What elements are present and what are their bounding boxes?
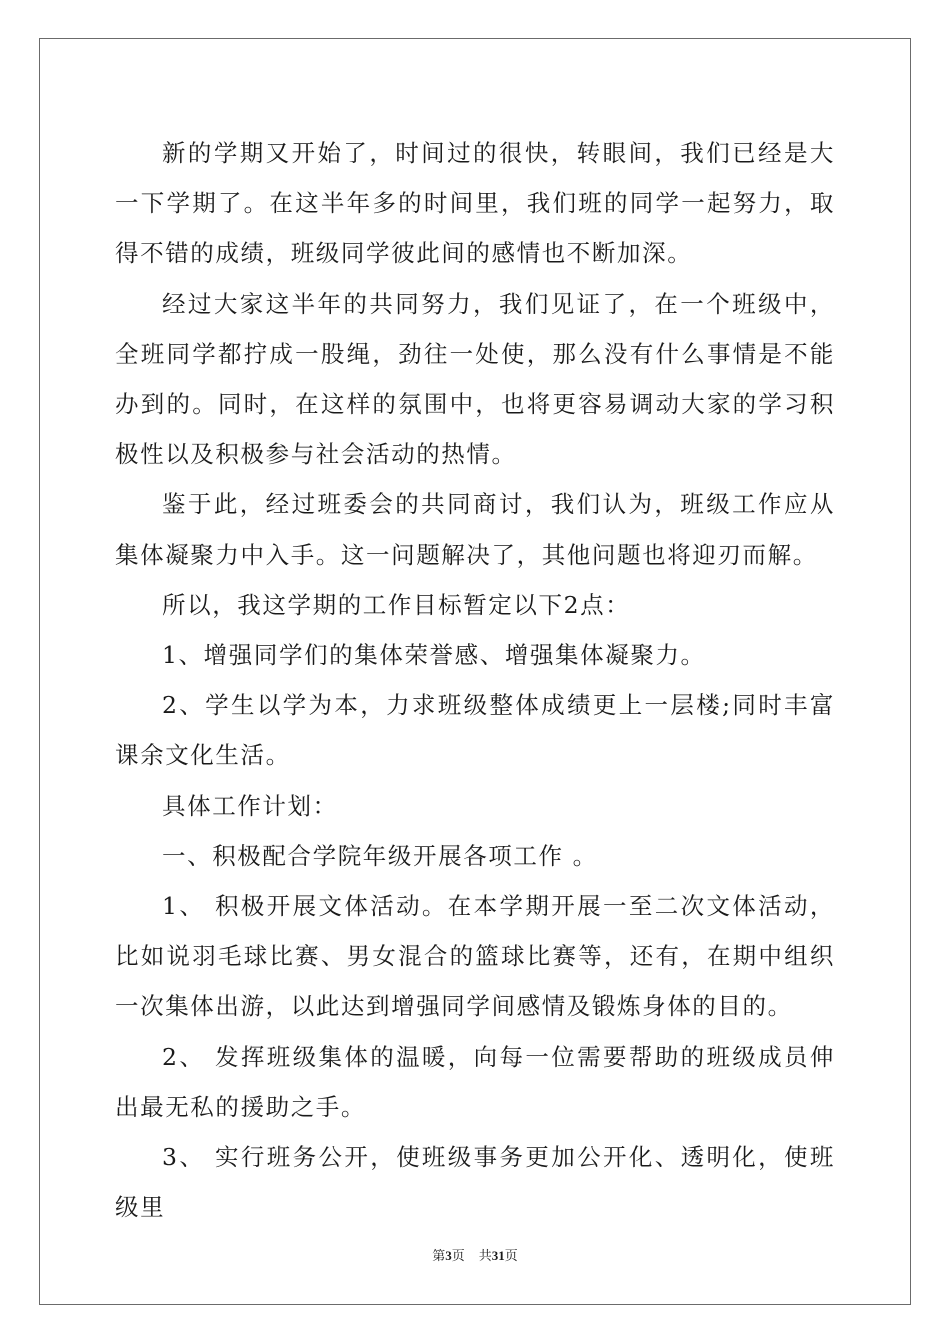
paragraph: 1、 积极开展文体活动。在本学期开展一至二次文体活动，比如说羽毛球比赛、男女混合的篮球比赛等，还有，在期中组织一次集体出游，以此达到增强同学间感情及锻炼身体的目的。 [115, 892, 835, 1021]
paragraph: 新的学期又开始了，时间过的很快，转眼间，我们已经是大一下学期了。在这半年多的时间里，我们班的同学一起努力，取得不错的成绩，班级同学彼此间的感情也不断加深。 [115, 139, 835, 268]
paragraph: 具体工作计划： [162, 791, 338, 820]
paragraph: 2、学生以学为本，力求班级整体成绩更上一层楼;同时丰富课余文化生活。 [115, 691, 835, 770]
paragraph: 一、积极配合学院年级开展各项工作 。 [162, 841, 598, 870]
document-body [115, 128, 835, 1232]
total-pages: 31 [491, 1248, 505, 1263]
page-footer [0, 1247, 950, 1266]
page-number: 3 [445, 1248, 452, 1263]
total-suffix: 页 [504, 1249, 518, 1264]
paragraph: 经过大家这半年的共同努力，我们见证了，在一个班级中，全班同学都拧成一股绳，劲往一处使，那么没有什么事情是不能办到的。同时，在这样的氛围中，也将更容易调动大家的学习积极性以及积极参与社会活动的热情。 [115, 289, 835, 469]
total-prefix: 共 [478, 1249, 492, 1264]
page-suffix: 页 [451, 1249, 465, 1264]
paragraph: 2、 发挥班级集体的温暖，向每一位需要帮助的班级成员伸出最无私的援助之手。 [115, 1042, 835, 1121]
page-prefix: 第 [432, 1249, 446, 1264]
paragraph: 所以，我这学期的工作目标暂定以下2点： [162, 590, 631, 619]
paragraph: 鉴于此，经过班委会的共同商讨，我们认为，班级工作应从集体凝聚力中入手。这一问题解决了，其他问题也将迎刃而解。 [115, 490, 835, 569]
paragraph: 1、增强同学们的集体荣誉感、增强集体凝聚力。 [162, 641, 706, 670]
paragraph: 3、 实行班务公开，使班级事务更加公开化、透明化，使班级里 [115, 1143, 835, 1222]
